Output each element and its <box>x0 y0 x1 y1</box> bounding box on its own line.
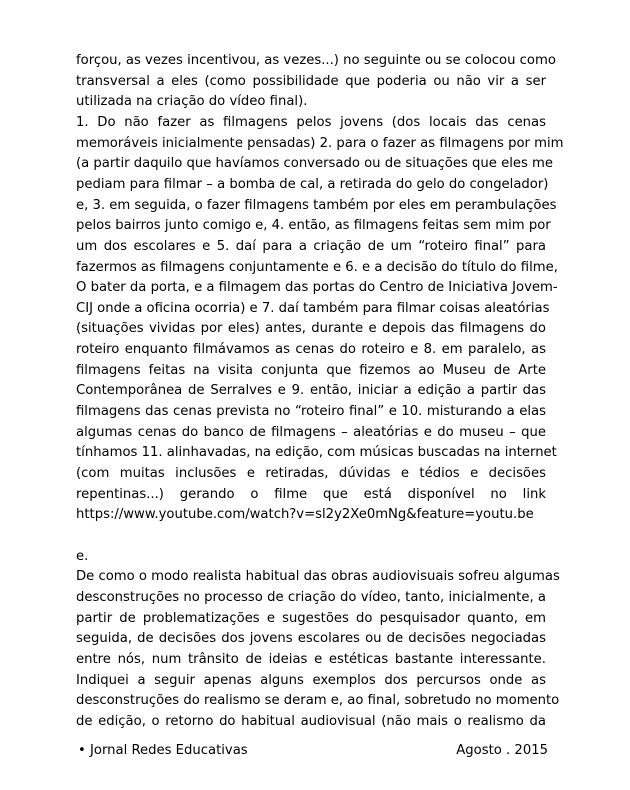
text-line: roteiro enquanto filmávamos as cenas do roteiro e 8. em paralelo, as <box>76 342 546 358</box>
text-line: 1. Do não fazer as filmagens pelos jovens (dos locais das cenas <box>76 114 546 130</box>
text-line: partir de problematizações e sugestões do pesquisador quanto, em <box>76 610 546 626</box>
text-line: pediam para filmar – a bomba de cal, a retirada do gelo do congelador) <box>76 176 549 192</box>
text-line: utilizada na criação do vídeo final). <box>76 94 308 110</box>
text-line: um dos escolares e 5. daí para a criação de um “roteiro final” para <box>76 238 546 254</box>
text-line: Indiquei a seguir apenas alguns exemplos dos percursos onde as <box>76 672 546 688</box>
text-line: CIJ onde a oficina ocorria) e 7. daí também para filmar coisas aleatórias <box>76 300 550 316</box>
text-line: e, 3. em seguida, o fazer filmagens também por eles em perambulações <box>76 197 557 213</box>
text-line: filmagens das cenas prevista no “roteiro final” e 10. misturando a elas <box>76 404 546 420</box>
page-footer <box>78 741 548 761</box>
text-line: forçou, as vezes incentivou, as vezes...) no seguinte ou se colocou como <box>76 53 556 68</box>
footer-bullet: • <box>78 743 86 758</box>
text-line: entre nós, num trânsito de ideias e estéticas bastante interessante. <box>76 651 546 667</box>
text-line: Contemporânea de Serralves e 9. então, iniciar a edição a partir das <box>76 383 546 399</box>
text-line: O bater da porta, e a filmagem das portas do Centro de Iniciativa Jovem- <box>76 280 558 296</box>
text-line: desconstruções no processo de criação do vídeo, tanto, inicialmente, a <box>76 589 546 605</box>
text-line: https://www.youtube.com/watch?v=sl2y2Xe0mNg&feature=youtu.be <box>76 507 534 523</box>
text-line: transversal a eles (como possibilidade que poderia ou não vir a ser <box>76 73 546 89</box>
text-line: (com muitas inclusões e retiradas, dúvidas e tédios e decisões <box>76 466 546 481</box>
text-line: filmagens feitas na visita conjunta que fizemos ao Museu de Arte <box>76 362 546 378</box>
text-line: (a partir daquilo que havíamos conversado ou de situações que eles me <box>76 156 553 172</box>
text-line: repentinas...) gerando o filme que está disponível no link <box>76 486 546 502</box>
text-line: tínhamos 11. alinhavadas, na edição, com músicas buscadas na internet <box>76 445 557 461</box>
text-line: memoráveis inicialmente pensadas) 2. para o fazer as filmagens por mim <box>76 135 564 151</box>
text-line: seguida, de decisões dos jovens escolares ou de decisões negociadas <box>76 631 546 647</box>
text-line: algumas cenas do banco de filmagens – aleatórias e do museu – que <box>76 424 546 440</box>
text-line: e. <box>76 548 89 564</box>
footer-journal-name: Jornal Redes Educativas <box>90 743 248 758</box>
footer-date: Agosto . 2015 <box>456 743 548 758</box>
text-line: de edição, o retorno do habitual audiovisual (não mais o realismo da <box>76 713 546 729</box>
text-line: desconstruções do realismo se deram e, ao final, sobretudo no momento <box>76 693 560 709</box>
text-line: (situações vividas por eles) antes, durante e depois das filmagens do <box>76 321 546 337</box>
text-line: fazermos as filmagens conjuntamente e 6. e a decisão do título do filme, <box>76 259 558 275</box>
text-line: pelos bairros junto comigo e, 4. então, as filmagens feitas sem mim por <box>76 218 551 234</box>
text-line: De como o modo realista habitual das obras audiovisuais sofreu algumas <box>76 569 560 585</box>
